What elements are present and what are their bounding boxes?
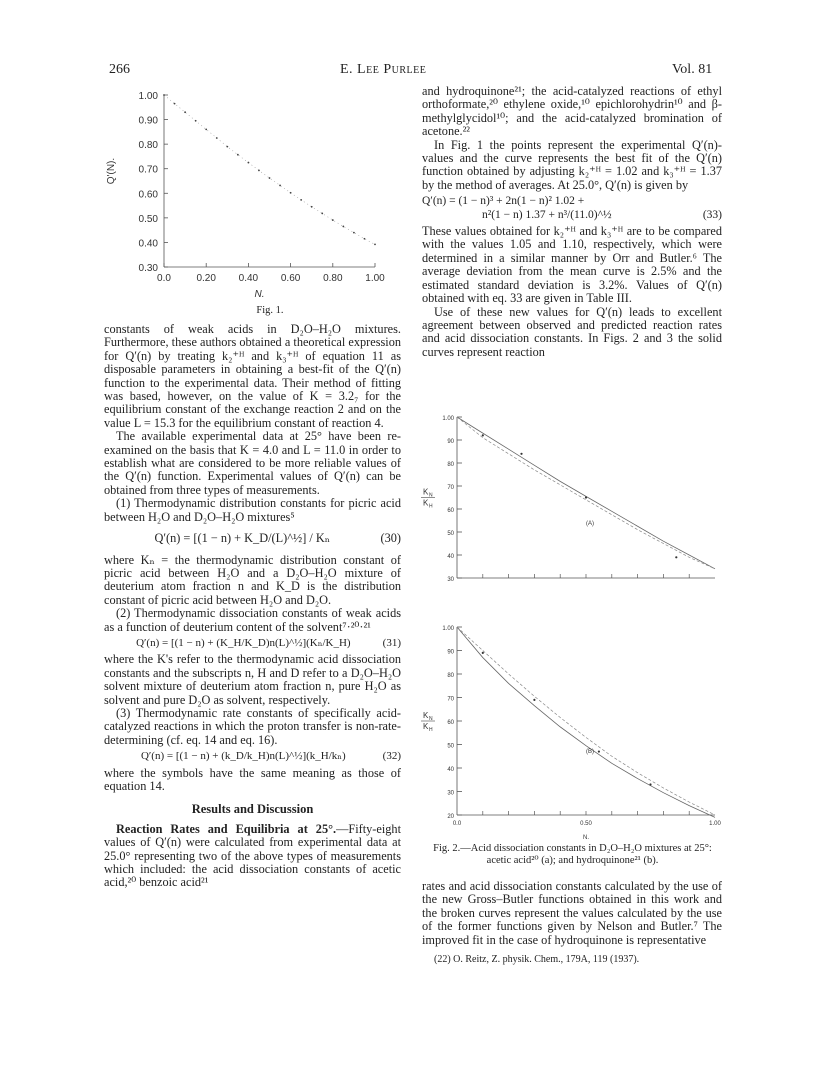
right-column-bottom [422,880,722,966]
fig1-data-point [195,120,197,122]
fig1-data-point [174,103,176,105]
fig2a-y-tick-label: 50 [447,531,454,537]
fig1-data-point [237,154,239,156]
fig1-data-point [364,238,366,240]
fig2a-y-label-den: K [423,498,429,508]
fig1-y-tick-label: 1.00 [138,91,158,102]
fig1-data-point [332,219,334,221]
fig2b-data-point [598,750,600,752]
fig2b-data-point [649,783,651,785]
right-p4: Use of these new values for Q′(n) leads to excellent agreement between observed and predicted reaction rates and acid dissociation constants. In Figs. 2 and 3 the solid curves represent reaction [422,304,722,359]
fig1-y-label: Q'(N). [106,157,117,185]
fig2b-y-tick-label: 1.00 [442,626,454,632]
fig2b-x-tick-label: 0.0 [452,821,462,827]
fig2b-y-label-num-sub: N [429,716,433,722]
fig1-y-tick-label: 0.50 [138,213,158,225]
fig1-data-point [226,146,228,148]
left-p9-head: Reaction Rates and Equilibria at 25°. [116,821,337,836]
fig2a-y-tick-label: 40 [447,554,454,560]
eq32-number: (32) [382,750,401,763]
fig2a-data-point [520,453,522,455]
fig1-data-point [342,226,344,228]
fig2a-data-point [675,556,677,558]
right-p1: and hydroquinone²¹; the acid-catalyzed reactions of ethyl orthoformate,²⁰ ethylene oxide,¹⁰ epichlorohydrin¹⁰ and β-methylglycidol¹⁰; and the acid-catalyzed bromination of acetone.²² [422,84,722,139]
fig2a-data-point [482,434,484,436]
fig2a-y-tick-label: 30 [447,577,454,583]
fig2b-x-tick-label: 0.50 [580,821,592,827]
fig1-y-tick-label: 0.30 [138,263,158,274]
fig2a-y-tick-label: 80 [447,462,454,468]
left-p9: —Fifty-eight values of Q′(n) were calculated from experimental data at 25.0° representing two of the above types of measurements which included: the acid dissociation constants of acetic acid,²⁰ benzoic acid²¹ [104,821,401,890]
fig1-data-point [290,192,292,194]
fig2-x-label: N. [583,835,589,841]
right-p3: These values obtained for k₂⁺ᴴ and k₃⁺ᴴ are to be compared with the values 1.05 and 1.10, respectively, which were determined in a similar manner by Orr and Butler.⁶ The average deviation from the mean curve is 2.5% and the estimated standard deviation is 3.2%. Values of Q′(n) obtained with eq. 33 are given in Table III. [422,224,722,306]
fig2a-data-point [585,496,587,498]
left-p8: where the symbols have the same meaning as those of equation 14. [104,765,401,793]
fig2b-y-label-den: K [423,722,429,731]
fig1-y-tick-label: 0.90 [138,115,158,127]
fig1-x-label: N. [254,289,265,300]
figure-2 [415,395,725,841]
fig1-data-point [163,94,165,96]
fig2b-y-label-den-sub: H [429,727,433,733]
fig2b-y-tick-label: 90 [447,649,454,656]
fig1-data-point [269,177,271,179]
fig2b-x-tick-label: 1.00 [709,821,721,827]
fig2b-y-tick-label: 70 [447,696,454,703]
eq31-text: Q′(n) = [(1 − n) + (K_H/K_D)n(L)^½](Kₙ/K_H) [136,636,351,649]
eq33-number: (33) [702,208,722,221]
fig1-x-tick-label: 1.00 [365,273,385,284]
equation-33 [422,195,722,222]
fig1-y-tick-label: 0.60 [138,189,158,201]
right-p2: In Fig. 1 the points represent the experimental Q′(n)-values and the curve represents the best fit of the Q′(n) function obtained by adjusting k₂⁺ᴴ = 1.02 and k₃⁺ᴴ = 1.37 by the method of averages. At 25.0°, Q′(n) is given by [422,137,722,192]
fig1-data-point [311,206,313,208]
right-p5: rates and acid dissociation constants calculated by the use of the new Gross–Butler functions obtained in this work and the broken curves represent the values calculated by the use of the former functions given by Nelson and Butler.⁷ The improved fit in the case of hydroquinone is representative [422,879,722,947]
fig2b-panel-label: (B) [586,748,594,755]
fig2b-y-tick-label: 30 [447,790,454,797]
fig2a-y-tick-label: 70 [447,485,454,491]
page-number: 266 [109,62,130,77]
section-heading: Results and Discussion [191,802,314,817]
fig1-data-point [300,199,302,201]
fig2b-broken-curve [457,627,715,815]
eq30-text: Q′(n) = [(1 − n) + K_D/(L)^½] / Kₙ [154,531,331,546]
fig2b-y-tick-label: 60 [447,720,454,726]
fig2b-y-tick-label: 50 [447,743,454,750]
fig1-x-tick-label: 0.60 [280,273,301,284]
left-column [104,323,401,890]
fig1-data-point [279,185,281,187]
fig2a-y-tick-label: 60 [447,508,454,514]
fig1-data-point [216,137,218,139]
fig2b-data-point [533,699,535,701]
fig2a-y-tick-label: 90 [447,439,454,445]
fig1-x-tick-label: 0.80 [323,273,343,284]
left-p1: constants of weak acids in D₂O–H₂O mixtures. Furthermore, these authors obtained a theoretical expression for Q′(n) by treating k₂⁺ᴴ and k₃⁺ᴴ of equation 11 as disposable parameters in obtaining a best-fit of the Q′(n) function to the experimental data. Their method of fitting was based, however, on the value of K = 3.2₇ for the equilibrium constant of the exchange reaction 2 and on the value L = 15.3 for the equilibrium constant of reaction 4. [104,322,401,430]
figure-1 [100,85,400,320]
left-p4: where Kₙ = the thermodynamic distribution constant of picric acid between H₂O and a D₂O–H₂O mixture of deuterium atom fraction n and K_D is the distribution constant of picric acid between H₂O and D₂O. [104,552,401,607]
fig2b-solid-curve [457,627,715,817]
fig1-data-point [321,213,323,215]
eq33-line1: Q′(n) = (1 − n)³ + 2n(1 − n)² 1.02 + [422,195,585,208]
fig1-data-point [184,111,186,113]
fig1-caption: Fig. 1. [256,305,284,316]
fig1-data-point [374,243,376,245]
fig2a-broken-curve [457,417,715,569]
fig2b-y-tick-label: 40 [447,767,454,773]
volume-label: Vol. 81 [672,62,713,77]
left-p7: (3) Thermodynamic rate constants of specifically acid-catalyzed reactions in which the proton transfer is non-rate-determining (cf. eq. 14 and eq. 16). [104,705,401,747]
fig2b-y-tick-label: 80 [447,673,454,679]
fig2b-data-point [482,652,484,654]
fig1-x-tick-label: 0.20 [196,273,216,284]
fig2a-y-label-num-sub: N [429,492,433,499]
left-p3: (1) Thermodynamic distribution constants for picric acid between H₂O and D₂O–H₂O mixtures⁵ [104,496,401,524]
fig1-curve [164,95,375,244]
fig2b-y-tick-label: 20 [447,814,454,820]
fig2b-y-label-num: K [423,711,429,720]
fig2a-y-label-den-sub: H [429,503,433,510]
fig1-data-point [353,232,355,234]
eq33-line2: n²(1 − n) 1.37 + n³/(11.0)^½ [482,208,612,221]
fig1-data-point [258,170,260,172]
fig1-data-point [205,129,207,131]
eq30-number: (30) [380,531,401,546]
left-p5: (2) Thermodynamic dissociation constants of weak acids as a function of deuterium content of the solvent⁷·²⁰·²¹ [104,606,401,634]
fig2a-panel-label: (A) [586,520,594,527]
fig2a-y-tick-label: 1.00 [442,416,454,422]
equation-30 [104,532,401,545]
reference-22: (22) O. Reitz, Z. physik. Chem., 179A, 119 (1937). [434,954,640,966]
right-column-top [422,85,722,359]
eq31-number: (31) [382,636,401,649]
fig1-y-tick-label: 0.80 [138,140,158,152]
equation-31 [104,637,401,650]
left-p2: The available experimental data at 25° have been re-examined on the basis that K = 4.0 and L = 11.0 in order to establish what are considered to be more reliable values of the Q′(n) function. Experimental values of Q′(n) can be obtained from three types of measurements. [104,429,401,497]
equation-32 [104,750,401,763]
fig2a-y-label-num: K [423,487,429,497]
fig2a-solid-curve [457,417,715,569]
fig1-x-tick-label: 0.0 [157,273,171,284]
left-p6: where the K's refer to the thermodynamic acid dissociation constants and the subscripts n, H and D refer to a D₂O–H₂O solvent mixture of deuterium atom fraction n, pure H₂O as solvent and pure D₂O as solvent, respectively. [104,652,401,707]
fig1-x-tick-label: 0.40 [238,273,259,284]
fig1-y-tick-label: 0.70 [138,164,158,176]
fig1-y-tick-label: 0.40 [138,238,158,250]
running-author: E. Lee Purlee [340,62,427,77]
eq32-text: Q′(n) = [(1 − n) + (k_D/k_H)n(L)^½](k_H/kₙ) [140,750,346,763]
fig2-caption: Fig. 2.—Acid dissociation constants in D₂O–H₂O mixtures at 25°: acetic acid²⁰ (a); and hydroquinone²¹ (b). [433,843,712,866]
fig1-data-point [248,162,250,164]
